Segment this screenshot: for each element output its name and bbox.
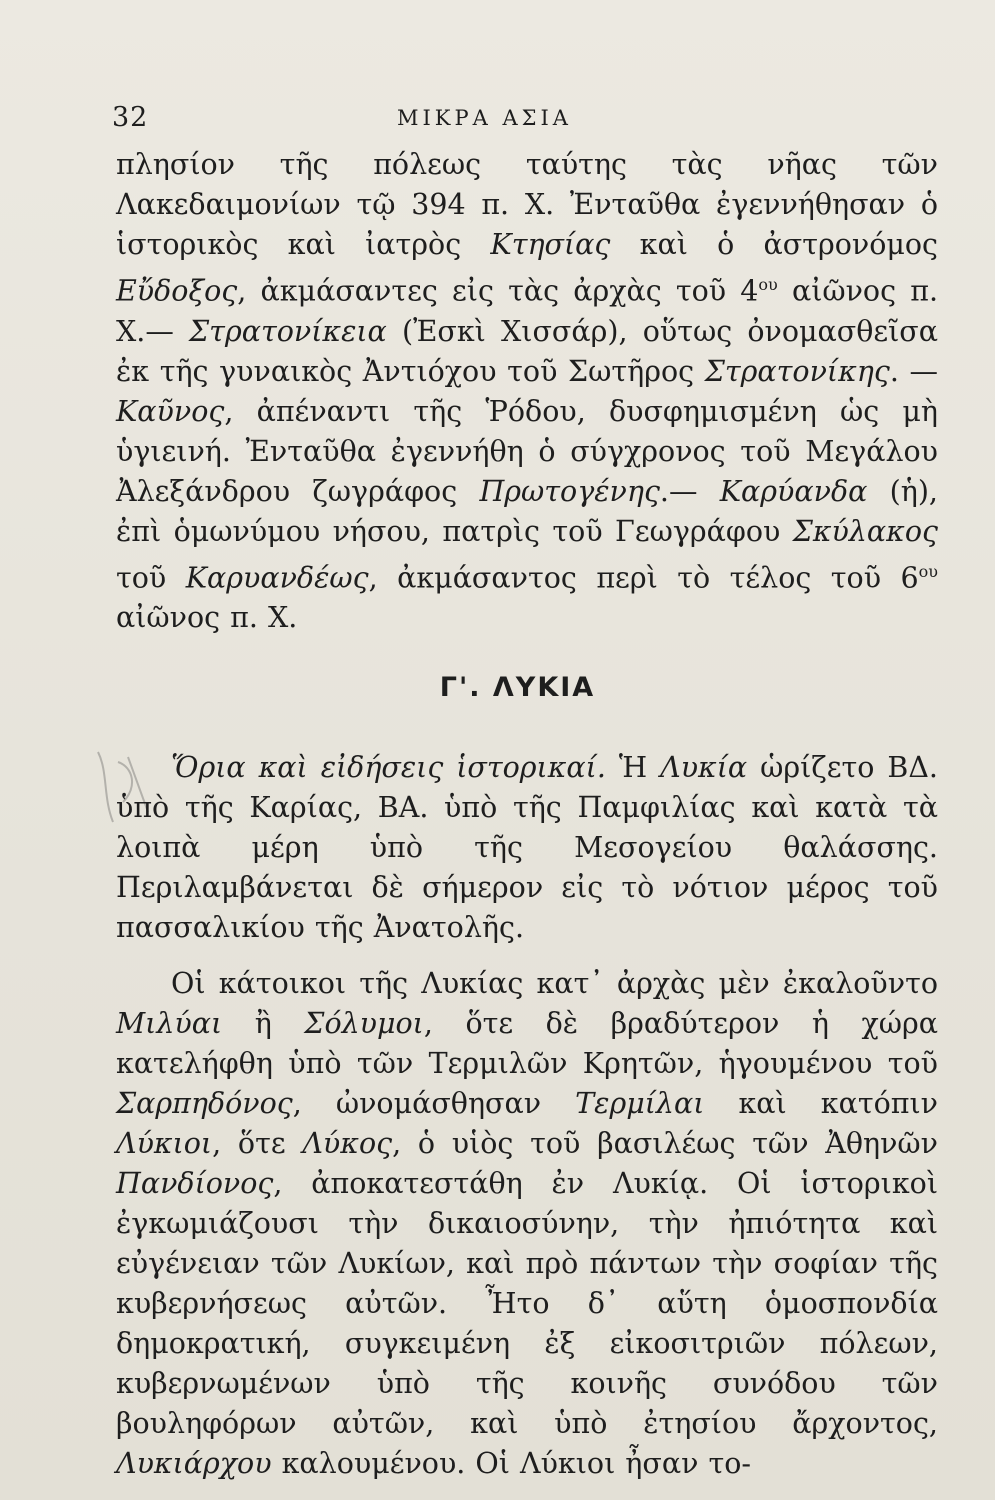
running-head: ΜΙΚΡΑ ΑΣΙΑ bbox=[397, 106, 572, 130]
section-heading-lykia: Γ'. ΛΥΚΙΑ bbox=[439, 672, 596, 703]
paragraph-text: Ὅρια καὶ εἰδήσεις ἱστορικαί. Ἡ Λυκία ὡρίζετο ΒΔ. ὑπὸ τῆς Καρίας, ΒΑ. ὑπὸ τῆς Παμφιλίας καὶ κατὰ τὰ λοιπὰ μέρη ὑπὸ τῆς Μεσογείου θαλάσσης. Περιλαμβάνεται δὲ σήμερον εἰς τὸ νότιον μέρος τοῦ πασσαλικίου τῆς Ἀνατολῆς. bbox=[116, 751, 938, 944]
paragraph-lykia-borders bbox=[116, 748, 938, 948]
paragraph-lykia-inhabitants bbox=[116, 964, 938, 1484]
paragraph-text: πλησίον τῆς πόλεως ταύτης τὰς νῆας τῶν Λακεδαιμονίων τῷ 394 π. Χ. Ἐνταῦθα ἐγεννήθησαν ὁ ἱστορικὸς καὶ ἰατρὸς Κτησίας καὶ ὁ ἀστρονόμος Εὔδοξος, ἀκμάσαντες εἰς τὰς ἀρχὰς τοῦ $4^{o\upsilon}$ αἰῶνος π. Χ.— Στρατονίκεια (Ἐσκὶ Χισσάρ), οὕτως ὀνομασθεῖσα ἐκ τῆς γυναικὸς Ἀντιόχου τοῦ Σωτῆρος Στρατονίκης. —Καῦνος, ἀπέναντι τῆς Ῥόδου, δυσφημισμένη ὡς μὴ ὑγιεινή. Ἐνταῦθα ἐγεννήθη ὁ σύγχρονος τοῦ Μεγάλου Ἀλεξάνδρου ζωγράφος Πρωτογένης.— Καρύανδα (ἡ), ἐπὶ ὁμωνύμου νήσου, πατρὶς τοῦ Γεωγράφου Σκύλακος τοῦ Καρυανδέως, ἀκμάσαντος περὶ τὸ τέλος τοῦ $6^{o\upsilon}$ αἰῶνος π. Χ. bbox=[116, 148, 939, 634]
page-header bbox=[112, 100, 942, 140]
page-number: 32 bbox=[112, 102, 149, 133]
paragraph-text: Οἱ κάτοικοι τῆς Λυκίας κατ᾿ ἀρχὰς μὲν ἐκαλοῦντο Μιλύαι ἢ Σόλυμοι, ὅτε δὲ βραδύτερον ἡ χώρα κατελήφθη ὑπὸ τῶν Τερμιλῶν Κρητῶν, ἡγουμένου τοῦ Σαρπηδόνος, ὠνομάσθησαν Τερμίλαι καὶ κατόπιν Λύκιοι, ὅτε Λύκος, ὁ υἱὸς τοῦ βασιλέως τῶν Ἀθηνῶν Πανδίονος, ἀποκατεστάθη ἐν Λυκίᾳ. Οἱ ἱστορικοὶ ἐγκωμιάζουσι τὴν δικαιοσύνην, τὴν ἠπιότητα καὶ εὐγένειαν τῶν Λυκίων, καὶ πρὸ πάντων τὴν σοφίαν τῆς κυβερνήσεως αὐτῶν. Ἦτο δ᾿ αὕτη ὁμοσπονδία δημοκρατική, συγκειμένη ἐξ εἰκοσιτριῶν πόλεων, κυβερνωμένων ὑπὸ τῆς κοινῆς συνόδου τῶν βουληφόρων αὐτῶν, καὶ ὑπὸ ἐτησίου ἄρχοντος, Λυκιάρχου καλουμένου. Οἱ Λύκιοι ἦσαν το- bbox=[116, 967, 938, 1480]
paragraph-karia-cities bbox=[116, 145, 938, 638]
